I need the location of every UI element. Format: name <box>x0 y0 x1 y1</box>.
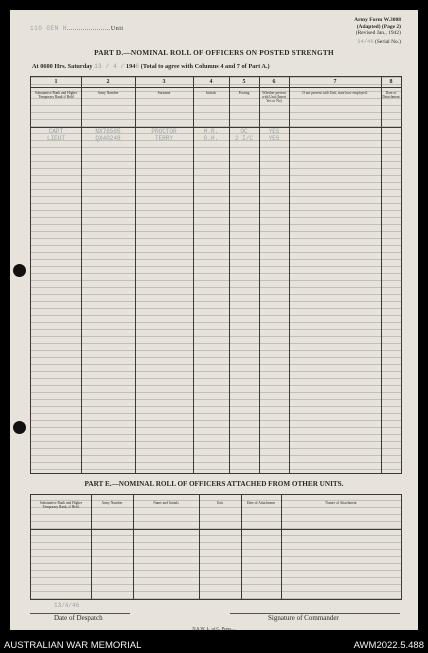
column-header: Substantive Rank and Higher Temporary Rank, if Held. <box>39 501 83 510</box>
column-divider <box>281 495 282 599</box>
column-header: If not present with Unit, state how employed. <box>302 91 368 95</box>
table-cell: H.R. <box>203 128 219 135</box>
officers-posted-table <box>30 76 402 474</box>
header-rule <box>31 87 401 88</box>
column-number: 5 <box>242 79 246 85</box>
despatch-date: 13/4/46 <box>54 602 80 609</box>
column-number: 6 <box>272 79 276 85</box>
document-page <box>10 10 418 630</box>
column-number: 2 <box>106 79 110 85</box>
column-number: 4 <box>209 79 213 85</box>
column-divider <box>199 495 200 599</box>
punch-hole <box>13 264 26 277</box>
date-typed: 13 / 4 / <box>94 63 125 70</box>
table-cell: YES <box>268 135 280 142</box>
part-e-title: PART E.—NOMINAL ROLL OF OFFICERS ATTACHED FROM OTHER UNITS. <box>84 480 344 488</box>
column-header: Posting <box>238 91 250 95</box>
table-cell: YES <box>268 128 280 135</box>
column-header: Whether present with Unit (Insert Yes or No) <box>262 91 286 104</box>
column-header: Unit <box>216 501 224 505</box>
table-cell: CAPT <box>48 128 64 135</box>
column-divider <box>91 495 92 599</box>
column-divider <box>289 77 290 473</box>
column-divider <box>133 495 134 599</box>
unit-typed: 110 GEN H <box>30 25 67 32</box>
column-divider <box>241 495 242 599</box>
at-suffix: (Total to agree with Columns 4 and 7 of Part A.) <box>140 63 270 70</box>
table-cell: PROCTOR <box>151 128 177 135</box>
form-title: Army Form W.3008 <box>354 17 401 23</box>
column-header: Surname <box>157 91 171 95</box>
year-prefix: 194 <box>125 63 136 70</box>
archive-name: AUSTRALIAN WAR MEMORIAL <box>4 640 142 651</box>
table-cell: LIEUT <box>46 135 65 142</box>
table-cell: 2 I/C <box>234 135 253 142</box>
column-header: Initials <box>206 91 216 95</box>
serial-typed: 34/46 <box>357 38 374 45</box>
table-cell: TERRY <box>154 135 173 142</box>
column-header: Name and Initials <box>153 501 179 505</box>
table-cell: QX40248 <box>95 135 121 142</box>
signature-label: Signature of Commander <box>268 614 339 622</box>
table-cell: NX76505 <box>95 128 121 135</box>
column-header: Nature of Attachment <box>325 501 357 505</box>
column-number: 3 <box>162 79 166 85</box>
form-reference <box>354 17 401 37</box>
serial-label: (Serial No.) <box>375 39 401 45</box>
archive-footer <box>0 640 428 653</box>
at-prefix: At 0600 Hrs. Saturday <box>32 63 93 70</box>
header-rule <box>31 529 401 530</box>
column-number: 7 <box>333 79 337 85</box>
column-header: Army Number <box>101 501 123 505</box>
unit-line <box>30 25 124 32</box>
unit-label: ......................Unit <box>66 26 124 32</box>
form-adapted: (Adapted) (Page 2) <box>356 23 401 30</box>
year-typed: 6 <box>135 63 140 70</box>
column-number: 8 <box>389 79 393 85</box>
at-line <box>32 63 270 70</box>
table-cell: G.H. <box>203 135 219 142</box>
officers-attached-table <box>30 494 402 600</box>
column-header: Date of Detachment <box>382 91 400 100</box>
serial-number <box>357 38 401 45</box>
table-cell: OC <box>240 128 248 135</box>
column-header: Army Number <box>97 91 119 95</box>
column-header: Substantive Rank and Higher Temporary Rank if Held <box>34 91 78 100</box>
column-number: 1 <box>54 79 58 85</box>
column-header: Date of Attachment <box>246 501 276 505</box>
form-revised: (Revised Jan., 1942) <box>355 30 401 36</box>
punch-hole <box>13 421 26 434</box>
despatch-label: Date of Despatch <box>54 614 103 622</box>
part-d-title: PART D.—NOMINAL ROLL OF OFFICERS ON POSTED STRENGTH <box>94 48 334 57</box>
archive-id: AWM2022.5.488 <box>353 640 424 651</box>
printer-imprint: N.S.W. L. of C. Press— <box>192 626 236 631</box>
column-divider <box>381 77 382 473</box>
